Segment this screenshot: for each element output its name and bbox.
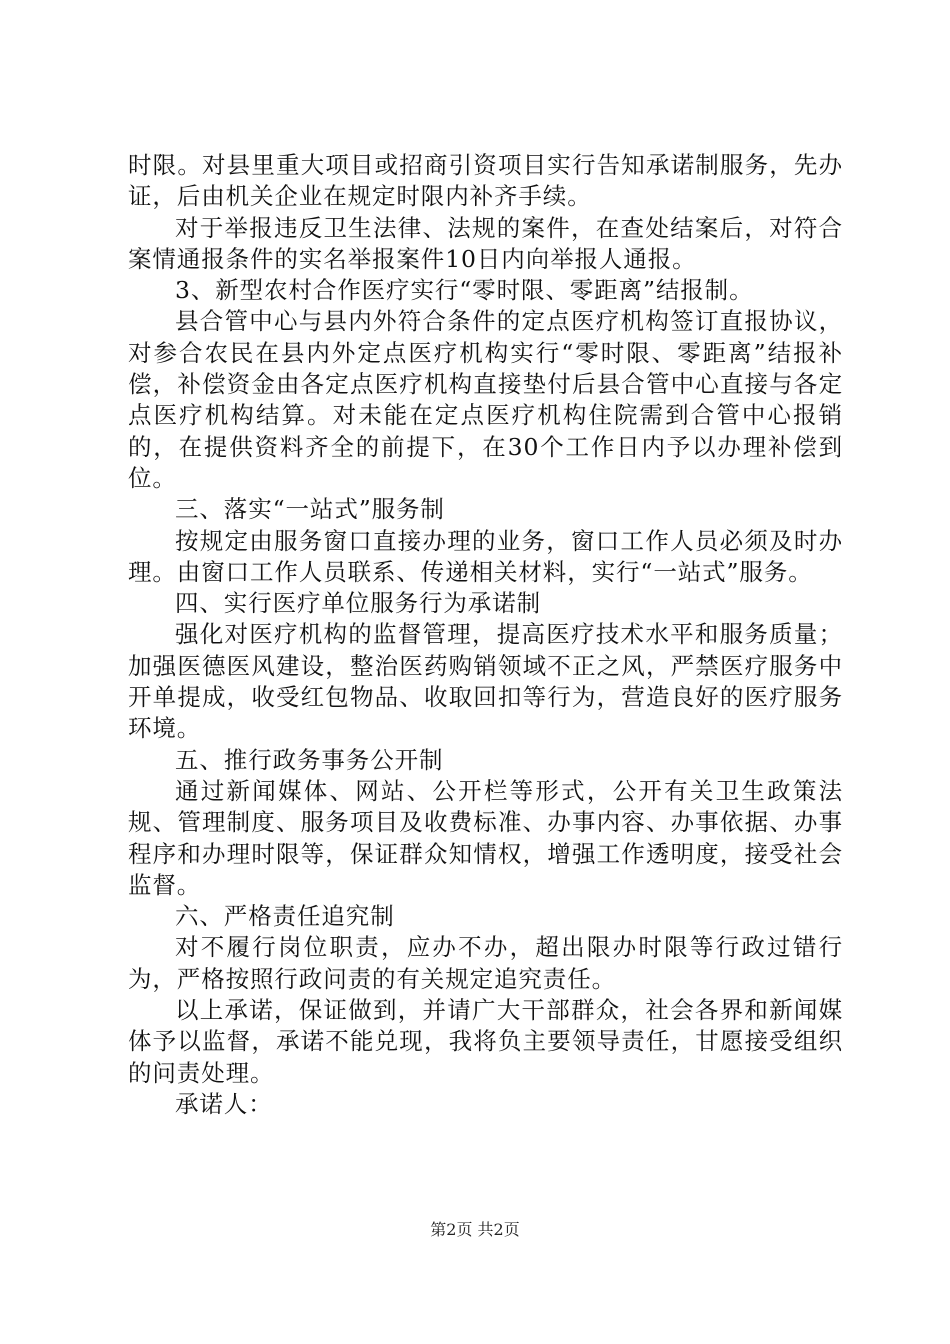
paragraph-13: 以上承诺，保证做到，并请广大干部群众，社会各界和新闻媒体予以监督，承诺不能兑现，我将负主要领导责任，甘愿接受组织的问责处理。 xyxy=(128,996,843,1087)
paragraph-10: 通过新闻媒体、网站、公开栏等形式，公开有关卫生政策法规、管理制度、服务项目及收费标准、办事内容、办事依据、办事程序和办理时限等，保证群众知情权，增强工作透明度，接受社会监督。 xyxy=(128,776,843,899)
paragraph-4: 县合管中心与县内外符合条件的定点医疗机构签订直报协议，对参合农民在县内外定点医疗机构实行“零时限、零距离”结报补偿，补偿资金由各定点医疗机构直接垫付后县合管中心直接与各定点医疗机构结算。对未能在定点医疗机构住院需到合管中心报销的，在提供资料齐全的前提下，在30个工作日内予以办理补偿到位。 xyxy=(128,307,843,492)
document-body xyxy=(128,150,843,1120)
paragraph-2: 对于举报违反卫生法律、法规的案件，在查处结案后，对符合案情通报条件的实名举报案件10日内向举报人通报。 xyxy=(128,213,843,273)
paragraph-6: 按规定由服务窗口直接办理的业务，窗口工作人员必须及时办理。由窗口工作人员联系、传递相关材料，实行“一站式”服务。 xyxy=(128,526,843,586)
section-heading-5: 五、推行政务事务公开制 xyxy=(175,745,444,774)
section-heading-4: 四、实行医疗单位服务行为承诺制 xyxy=(175,589,541,618)
page-number: 第2页 共2页 xyxy=(430,1220,520,1239)
paragraph-12: 对不履行岗位职责，应办不办，超出限办时限等行政过错行为，严格按照行政问责的有关规定追究责任。 xyxy=(128,933,843,993)
signature-line: 承诺人： xyxy=(175,1089,273,1118)
paragraph-8: 强化对医疗机构的监督管理，提高医疗技术水平和服务质量；加强医德医风建设，整治医药购销领域不正之风，严禁医疗服务中开单提成，收受红包物品、收取回扣等行为，营造良好的医疗服务环境。 xyxy=(128,620,843,743)
paragraph-3: 3、新型农村合作医疗实行“零时限、零距离”结报制。 xyxy=(175,276,754,305)
section-heading-6: 六、严格责任追究制 xyxy=(175,902,395,931)
paragraph-1: 时限。对县里重大项目或招商引资项目实行告知承诺制服务，先办证，后由机关企业在规定时限内补齐手续。 xyxy=(128,151,843,211)
section-heading-3: 三、落实“一站式”服务制 xyxy=(175,495,445,524)
